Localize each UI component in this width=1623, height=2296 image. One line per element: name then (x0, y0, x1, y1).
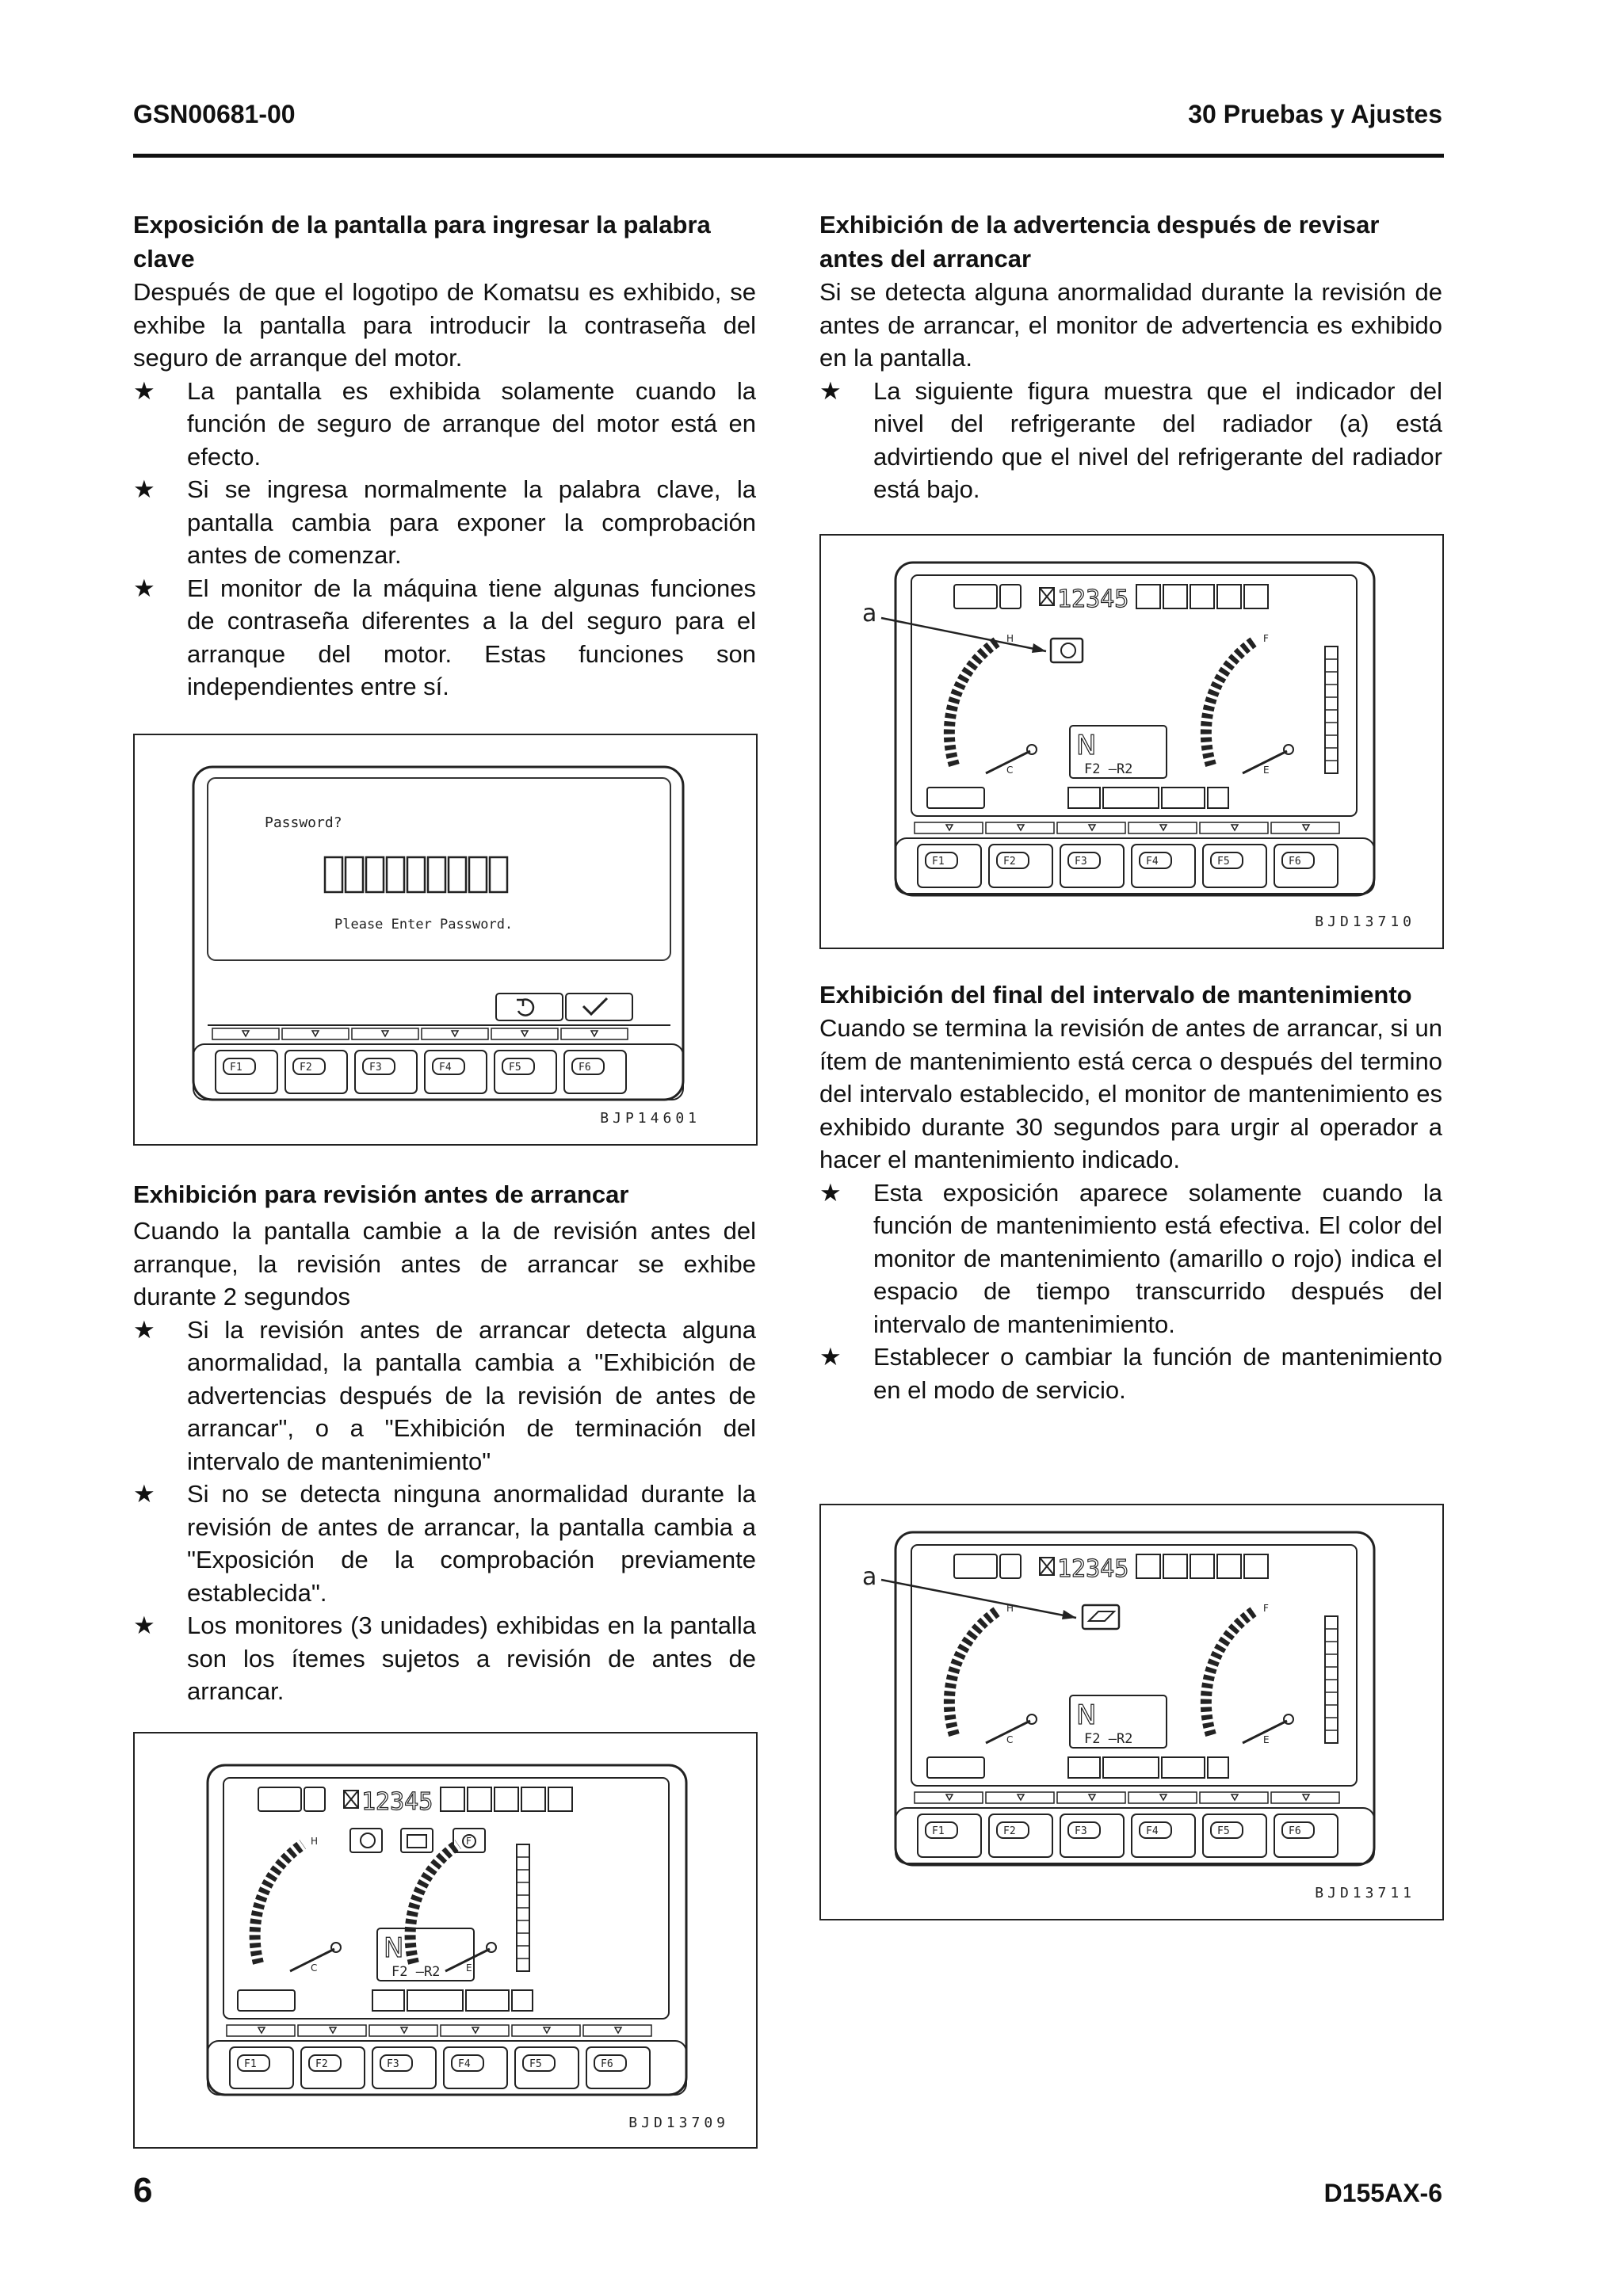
gauge-full-label: F (466, 1836, 472, 1847)
gauge-full-label: F (1263, 1603, 1269, 1614)
fkey-label: F2 (1003, 856, 1016, 868)
fkey-label: F5 (1217, 856, 1230, 868)
figure-maintenance-monitor (819, 1504, 1444, 1920)
fkey-label: F3 (1075, 1825, 1087, 1837)
bullet-text: Los monitores (3 unidades) exhibidas en la pantalla son los ítemes sujetos a revisión de antes de arrancar. (187, 1611, 756, 1705)
fkey-label: F1 (932, 1825, 945, 1837)
bullet-text: El monitor de la máquina tiene algunas funciones de contraseña diferentes a la del seguro para el arranque del motor. Estas funciones son independientes entre sí. (187, 574, 756, 700)
star-bullet-icon: ★ (133, 574, 155, 602)
bullet-item (133, 1609, 756, 1708)
section-paragraph: Cuando se termina la revisión de antes de arrancar, si un ítem de mantenimiento está cerca o después del termino del intervalo establecido, el monitor de mantenimiento es exhibido durante 30 segundos para urgir al operador a hacer el mantenimiento indicado. (819, 1014, 1442, 1173)
fkey-label: F2 (300, 1062, 312, 1074)
password-monitor-drawing (135, 735, 756, 1144)
left-column-top (133, 208, 756, 704)
fkey-label: F1 (244, 2058, 257, 2070)
gear-letter: N (1076, 1699, 1097, 1731)
fkey-label: F3 (1075, 856, 1087, 868)
bullet-text: Si no se detecta ninguna anormalidad durante la revisión de antes de arrancar, la pantalla cambia a "Exposición de la comprobación previamente establecida". (187, 1480, 756, 1607)
bullet-item (133, 572, 756, 704)
hour-meter: 12345 (1057, 585, 1129, 613)
fkey-label: F4 (1146, 856, 1159, 868)
fkey-label: F4 (1146, 1825, 1159, 1837)
machine-model: D155AX-6 (1323, 2179, 1442, 2207)
bullet-text: Si se ingresa normalmente la palabra clave, la pantalla cambia para exponer la comprobación antes de comenzar. (187, 475, 756, 569)
star-bullet-icon: ★ (819, 1343, 842, 1371)
document-code: GSN00681-00 (133, 100, 296, 128)
gauge-cold-label: C (311, 1962, 318, 1974)
figure-coolant-warning-monitor (819, 534, 1444, 949)
star-bullet-icon: ★ (133, 1315, 155, 1344)
fkey-label: F2 (315, 2058, 328, 2070)
left-column-bottom (133, 1177, 756, 1708)
bullet-list (819, 375, 1442, 506)
bullet-text: La pantalla es exhibida solamente cuando la función de seguro de arranque del motor está en efecto. (187, 376, 756, 471)
fkey-label: F5 (1217, 1825, 1230, 1837)
callout-letter: a (862, 1563, 877, 1591)
callout-letter: a (862, 600, 877, 627)
fkey-label: F6 (1289, 1825, 1301, 1837)
right-column-top (819, 208, 1442, 506)
hour-meter: 12345 (1057, 1555, 1129, 1583)
bullet-item (819, 1341, 1442, 1406)
section-paragraph: Cuando la pantalla cambie a la de revisión antes del arranque, la revisión antes de arrancar se exhibe durante 2 segundos (133, 1217, 756, 1310)
header-rule (133, 154, 1444, 158)
right-column-bottom (819, 978, 1442, 1406)
bullet-list (133, 375, 756, 704)
bullet-item (133, 1314, 756, 1478)
bullet-text: Si la revisión antes de arrancar detecta alguna anormalidad, la pantalla cambia a "Exhibición de advertencias después de la revisión de antes de arrancar", o a "Exhibición de terminación del intervalo de mantenimiento" (187, 1315, 756, 1475)
gear-letter: N (1076, 730, 1097, 761)
gear-letter: N (384, 1932, 404, 1964)
section-paragraph: Si se detecta alguna anormalidad durante la revisión de antes de arrancar, el monitor de advertencia es exhibido en la pantalla. (819, 278, 1442, 372)
bullet-text: La siguiente figura muestra que el indicador del nivel del refrigerante del radiador (a) está advirtiendo que el nivel del refrigerante del radiador está bajo. (873, 376, 1442, 503)
gauge-hot-label: H (311, 1836, 319, 1847)
section-title: 30 Pruebas y Ajustes (1188, 100, 1442, 128)
bullet-item (133, 473, 756, 572)
fkey-label: F3 (369, 1062, 382, 1074)
fkey-label: F2 (1003, 1825, 1016, 1837)
monitor-drawing (821, 1505, 1442, 1919)
gauge-cold-label: C (1006, 1734, 1014, 1745)
bullet-item (133, 1478, 756, 1609)
figure-code: BJD13711 (1315, 1885, 1415, 1901)
fkey-label: F1 (932, 856, 945, 868)
section-heading-warning-after-check: Exhibición de la advertencia después de revisar antes del arrancar (819, 211, 1380, 273)
figure-code: BJD13709 (628, 2115, 729, 2131)
figure-password-screen (133, 734, 758, 1146)
fkey-label: F6 (579, 1062, 591, 1074)
section-heading-password-screen: Exposición de la pantalla para ingresar la palabra clave (133, 211, 711, 273)
star-bullet-icon: ★ (819, 376, 842, 405)
gauge-hot-label: H (1006, 633, 1014, 644)
bullet-list (133, 1314, 756, 1708)
section-paragraph: Después de que el logotipo de Komatsu es exhibido, se exhibe la pantalla para introducir la contraseña del seguro de arranque del motor. (133, 278, 756, 372)
gauge-empty-label: E (1263, 1734, 1270, 1745)
figure-pre-start-check-monitor (133, 1732, 758, 2149)
fkey-label: F6 (1289, 856, 1301, 868)
gear-text: F2 –R2 (1084, 761, 1133, 777)
section-heading-pre-start-check: Exhibición para revisión antes de arrancar (133, 1180, 629, 1208)
page-number: 6 (133, 2171, 153, 2210)
fkey-label: F4 (439, 1062, 452, 1074)
password-hint: Please Enter Password. (334, 917, 514, 933)
bullet-item (819, 375, 1442, 506)
gauge-empty-label: E (1263, 765, 1270, 776)
bullet-text: Establecer o cambiar la función de mantenimiento en el modo de servicio. (873, 1343, 1442, 1404)
monitor-drawing (821, 536, 1442, 948)
gauge-empty-label: E (466, 1962, 472, 1974)
figure-code: BJP14601 (600, 1110, 701, 1127)
gear-text: F2 –R2 (391, 1964, 441, 1980)
bullet-item (133, 375, 756, 474)
section-heading-maintenance-interval: Exhibición del final del intervalo de mantenimiento (819, 981, 1412, 1009)
gauge-hot-label: H (1006, 1603, 1014, 1614)
star-bullet-icon: ★ (133, 1480, 155, 1508)
fkey-label: F5 (509, 1062, 521, 1074)
password-prompt: Password? (265, 814, 342, 831)
bullet-text: Esta exposición aparece solamente cuando la función de mantenimiento está efectiva. El color del monitor de mantenimiento (amarillo o rojo) indica el espacio de tiempo transcurrido después del intervalo de mantenimiento. (873, 1178, 1442, 1338)
star-bullet-icon: ★ (133, 475, 155, 503)
bullet-list (819, 1177, 1442, 1407)
monitor-drawing (135, 1733, 756, 2147)
star-bullet-icon: ★ (133, 376, 155, 405)
bullet-item (819, 1177, 1442, 1341)
hour-meter: 12345 (361, 1788, 433, 1816)
gauge-cold-label: C (1006, 765, 1014, 776)
gauge-full-label: F (1263, 633, 1269, 644)
star-bullet-icon: ★ (819, 1178, 842, 1207)
fkey-label: F1 (230, 1062, 242, 1074)
star-bullet-icon: ★ (133, 1611, 155, 1639)
fkey-label: F4 (458, 2058, 471, 2070)
gear-text: F2 –R2 (1084, 1731, 1133, 1747)
fkey-label: F3 (387, 2058, 399, 2070)
fkey-label: F5 (529, 2058, 542, 2070)
figure-code: BJD13710 (1315, 913, 1415, 930)
fkey-label: F6 (601, 2058, 613, 2070)
